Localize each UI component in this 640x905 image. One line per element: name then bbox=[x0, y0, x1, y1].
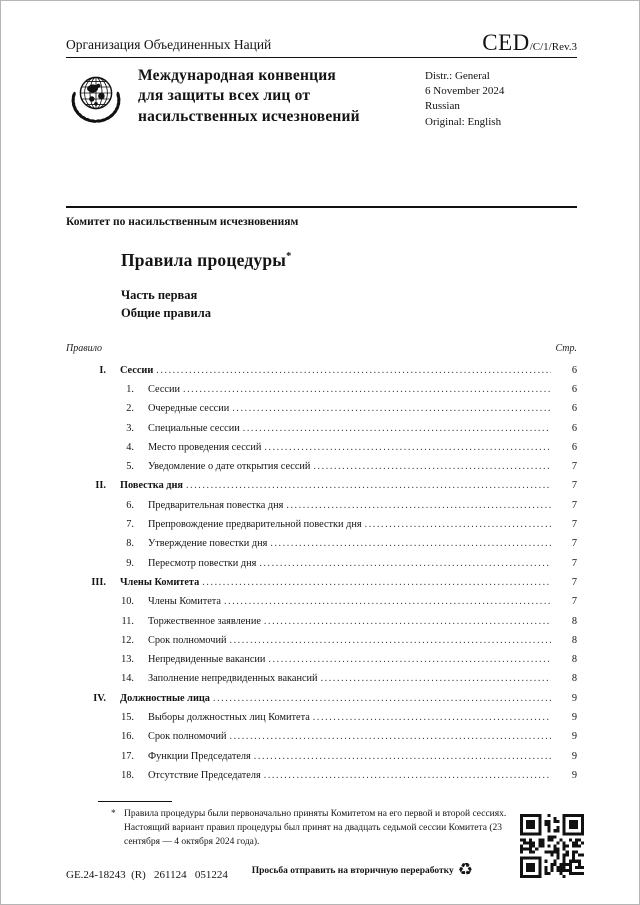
toc-dot-leader bbox=[229, 631, 551, 650]
toc-row-page: 7 bbox=[571, 499, 577, 511]
committee-name: Комитет по насильственным исчезновениям bbox=[66, 216, 299, 229]
toc-rows bbox=[66, 361, 577, 786]
doc-reference: GE.24-18243 (R) 261124 051224 bbox=[66, 869, 228, 881]
toc-row-page: 7 bbox=[571, 557, 577, 569]
toc-row-title: Сессии bbox=[120, 364, 154, 376]
toc-row-number: 6. bbox=[126, 499, 134, 511]
footnote-separator bbox=[98, 801, 172, 802]
toc-dot-leader bbox=[202, 573, 551, 592]
toc-row bbox=[66, 534, 577, 553]
toc-row-number: 4. bbox=[126, 441, 134, 453]
toc-row-page: 7 bbox=[571, 596, 577, 608]
recycle-notice bbox=[252, 862, 473, 879]
toc-dot-leader bbox=[321, 669, 551, 688]
toc-row-number: III. bbox=[91, 576, 106, 588]
toc-row bbox=[66, 727, 577, 746]
toc-row-page: 6 bbox=[571, 422, 577, 434]
toc-row bbox=[66, 399, 577, 418]
toc-row-number: 16. bbox=[121, 731, 134, 743]
toc-row-page: 9 bbox=[571, 692, 577, 704]
distr-line: Distr.: General bbox=[425, 70, 490, 82]
convention-title-line: для защиты всех лиц от bbox=[138, 87, 311, 105]
part-heading bbox=[121, 287, 577, 323]
toc-row bbox=[66, 438, 577, 457]
toc-row-title: Утверждение повестки дня bbox=[148, 538, 268, 550]
page-title-text: Правила процедуры bbox=[121, 250, 287, 271]
table-of-contents bbox=[66, 343, 577, 786]
distr-line: Original: English bbox=[425, 115, 502, 128]
toc-dot-leader bbox=[264, 438, 551, 457]
toc-row-title: Очередные сессии bbox=[148, 403, 230, 415]
toc-row bbox=[66, 612, 577, 631]
toc-dot-leader bbox=[213, 689, 551, 708]
toc-row-number: 15. bbox=[121, 712, 134, 724]
toc-row-title: Отсутствие Председателя bbox=[148, 769, 261, 781]
toc-row-page: 8 bbox=[571, 654, 577, 666]
qr-code bbox=[520, 814, 584, 878]
toc-dot-leader bbox=[268, 650, 551, 669]
toc-row bbox=[66, 747, 577, 766]
toc-row-number: 9. bbox=[126, 557, 134, 569]
toc-row-title: Срок полномочий bbox=[148, 634, 227, 646]
toc-row bbox=[66, 554, 577, 573]
document-header bbox=[66, 1, 577, 58]
convention-title bbox=[138, 66, 424, 130]
toc-dot-leader bbox=[183, 380, 551, 399]
toc-row-title: Предварительная повестка дня bbox=[148, 499, 284, 511]
toc-row-title: Члены Комитета bbox=[120, 576, 200, 588]
toc-row-number: 3. bbox=[126, 422, 134, 434]
toc-row bbox=[66, 766, 577, 785]
toc-row bbox=[66, 573, 577, 592]
distr-line: Russian bbox=[425, 100, 460, 113]
toc-header-rule-label: Правило bbox=[66, 342, 103, 354]
toc-row-number: II. bbox=[95, 480, 106, 492]
toc-row bbox=[66, 650, 577, 669]
toc-dot-leader bbox=[313, 457, 551, 476]
toc-row bbox=[66, 496, 577, 515]
toc-row-page: 7 bbox=[571, 461, 577, 473]
toc-row-title: Специальные сессии bbox=[148, 422, 240, 434]
toc-row-title: Уведомление о дате открытия сессий bbox=[148, 461, 311, 473]
toc-row-number: 5. bbox=[126, 461, 134, 473]
toc-row-page: 6 bbox=[571, 403, 577, 415]
toc-row-title: Пересмотр повестки дня bbox=[148, 557, 257, 569]
page-title bbox=[121, 250, 577, 271]
toc-row-page: 7 bbox=[571, 538, 577, 550]
recycle-icon: ♻ bbox=[457, 860, 473, 880]
toc-row-page: 6 bbox=[571, 383, 577, 395]
toc-row-number: 17. bbox=[121, 750, 134, 762]
toc-row-number: 2. bbox=[126, 403, 134, 415]
toc-row-title: Повестка дня bbox=[120, 480, 183, 492]
toc-row bbox=[66, 515, 577, 534]
toc-row-page: 8 bbox=[571, 634, 577, 646]
footnote-text: Правила процедуры были первоначально приняты Комитетом на его первой и второй сессиях. Настоящий вариант правил процедуры был принят на двадцать седьмой сессии Комитета (23 сентября — 4 октября 2024 года). bbox=[124, 809, 507, 847]
toc-row bbox=[66, 708, 577, 727]
toc-row bbox=[66, 669, 577, 688]
toc-row bbox=[66, 419, 577, 438]
toc-row-number: IV. bbox=[93, 692, 106, 704]
toc-row-page: 8 bbox=[571, 615, 577, 627]
toc-header-page-label: Стр. bbox=[555, 342, 577, 354]
toc-row-number: I. bbox=[99, 364, 106, 376]
footnote-marker: * bbox=[111, 809, 116, 819]
recycle-text: Просьба отправить на вторичную переработку bbox=[251, 865, 454, 876]
toc-row-title: Срок полномочий bbox=[148, 731, 227, 743]
toc-dot-leader bbox=[156, 361, 551, 380]
toc-row-title: Члены Комитета bbox=[148, 596, 222, 608]
distr-line: 6 November 2024 bbox=[425, 85, 505, 98]
toc-dot-leader bbox=[286, 496, 551, 515]
toc-row-title: Выборы должностных лиц Комитета bbox=[148, 712, 310, 724]
toc-dot-leader bbox=[264, 612, 551, 631]
toc-dot-leader bbox=[186, 476, 551, 495]
toc-row-title: Торжественное заявление bbox=[148, 615, 261, 627]
toc-row bbox=[66, 689, 577, 708]
toc-dot-leader bbox=[313, 708, 551, 727]
toc-row bbox=[66, 476, 577, 495]
toc-row bbox=[66, 380, 577, 399]
toc-row-number: 18. bbox=[121, 769, 134, 781]
convention-title-line: Международная конвенция bbox=[138, 67, 336, 84]
toc-row bbox=[66, 631, 577, 650]
toc-row-number: 7. bbox=[126, 519, 134, 531]
toc-row-number: 1. bbox=[126, 383, 134, 395]
toc-row-page: 7 bbox=[571, 576, 577, 588]
doc-symbol-suffix: /C/1/Rev.3 bbox=[529, 41, 577, 54]
toc-row-title: Место проведения сессий bbox=[148, 441, 262, 453]
section-divider bbox=[66, 206, 577, 209]
toc-row-number: 14. bbox=[121, 673, 134, 685]
toc-dot-leader bbox=[270, 534, 551, 553]
footnote bbox=[111, 808, 513, 849]
toc-dot-leader bbox=[365, 515, 551, 534]
toc-row-page: 7 bbox=[571, 480, 577, 492]
toc-row-page: 9 bbox=[571, 769, 577, 781]
toc-row-number: 13. bbox=[121, 654, 134, 666]
toc-row-page: 9 bbox=[571, 750, 577, 762]
masthead bbox=[66, 66, 577, 130]
toc-row-page: 6 bbox=[571, 364, 577, 376]
toc-row-number: 12. bbox=[121, 634, 134, 646]
toc-header bbox=[66, 343, 577, 354]
part-heading-line: Часть первая bbox=[121, 288, 198, 303]
toc-row bbox=[66, 592, 577, 611]
part-heading-line: Общие правила bbox=[121, 305, 212, 320]
toc-dot-leader bbox=[243, 419, 551, 438]
toc-row-number: 11. bbox=[121, 615, 134, 627]
toc-dot-leader bbox=[224, 592, 551, 611]
toc-row-number: 8. bbox=[126, 538, 134, 550]
toc-row-page: 6 bbox=[571, 441, 577, 453]
toc-dot-leader bbox=[229, 727, 551, 746]
toc-dot-leader bbox=[264, 766, 551, 785]
toc-row-page: 8 bbox=[571, 673, 577, 685]
convention-title-line: насильственных исчезновений bbox=[138, 107, 360, 125]
toc-dot-leader bbox=[232, 399, 551, 418]
toc-row-title: Функции Председателя bbox=[148, 750, 251, 762]
toc-row-page: 7 bbox=[571, 519, 577, 531]
doc-symbol bbox=[482, 30, 577, 56]
doc-symbol-main: CED bbox=[482, 30, 530, 56]
toc-dot-leader bbox=[254, 747, 551, 766]
toc-row bbox=[66, 457, 577, 476]
toc-dot-leader bbox=[259, 554, 551, 573]
toc-row-number: 10. bbox=[121, 596, 134, 608]
un-org-name: Организация Объединенных Наций bbox=[66, 36, 272, 52]
toc-row-title: Сессии bbox=[148, 383, 180, 395]
toc-row-title: Заполнение непредвиденных вакансий bbox=[148, 673, 318, 685]
toc-row bbox=[66, 361, 577, 380]
toc-row-title: Должностные лица bbox=[120, 692, 210, 704]
toc-row-page: 9 bbox=[571, 712, 577, 724]
distribution-info bbox=[425, 66, 577, 130]
footnote-marker-ref: * bbox=[286, 251, 292, 263]
toc-row-title: Непредвиденные вакансии bbox=[148, 654, 266, 666]
un-emblem-icon bbox=[66, 69, 126, 129]
toc-row-page: 9 bbox=[571, 731, 577, 743]
toc-row-title: Препровождение предварительной повестки дня bbox=[148, 519, 362, 531]
